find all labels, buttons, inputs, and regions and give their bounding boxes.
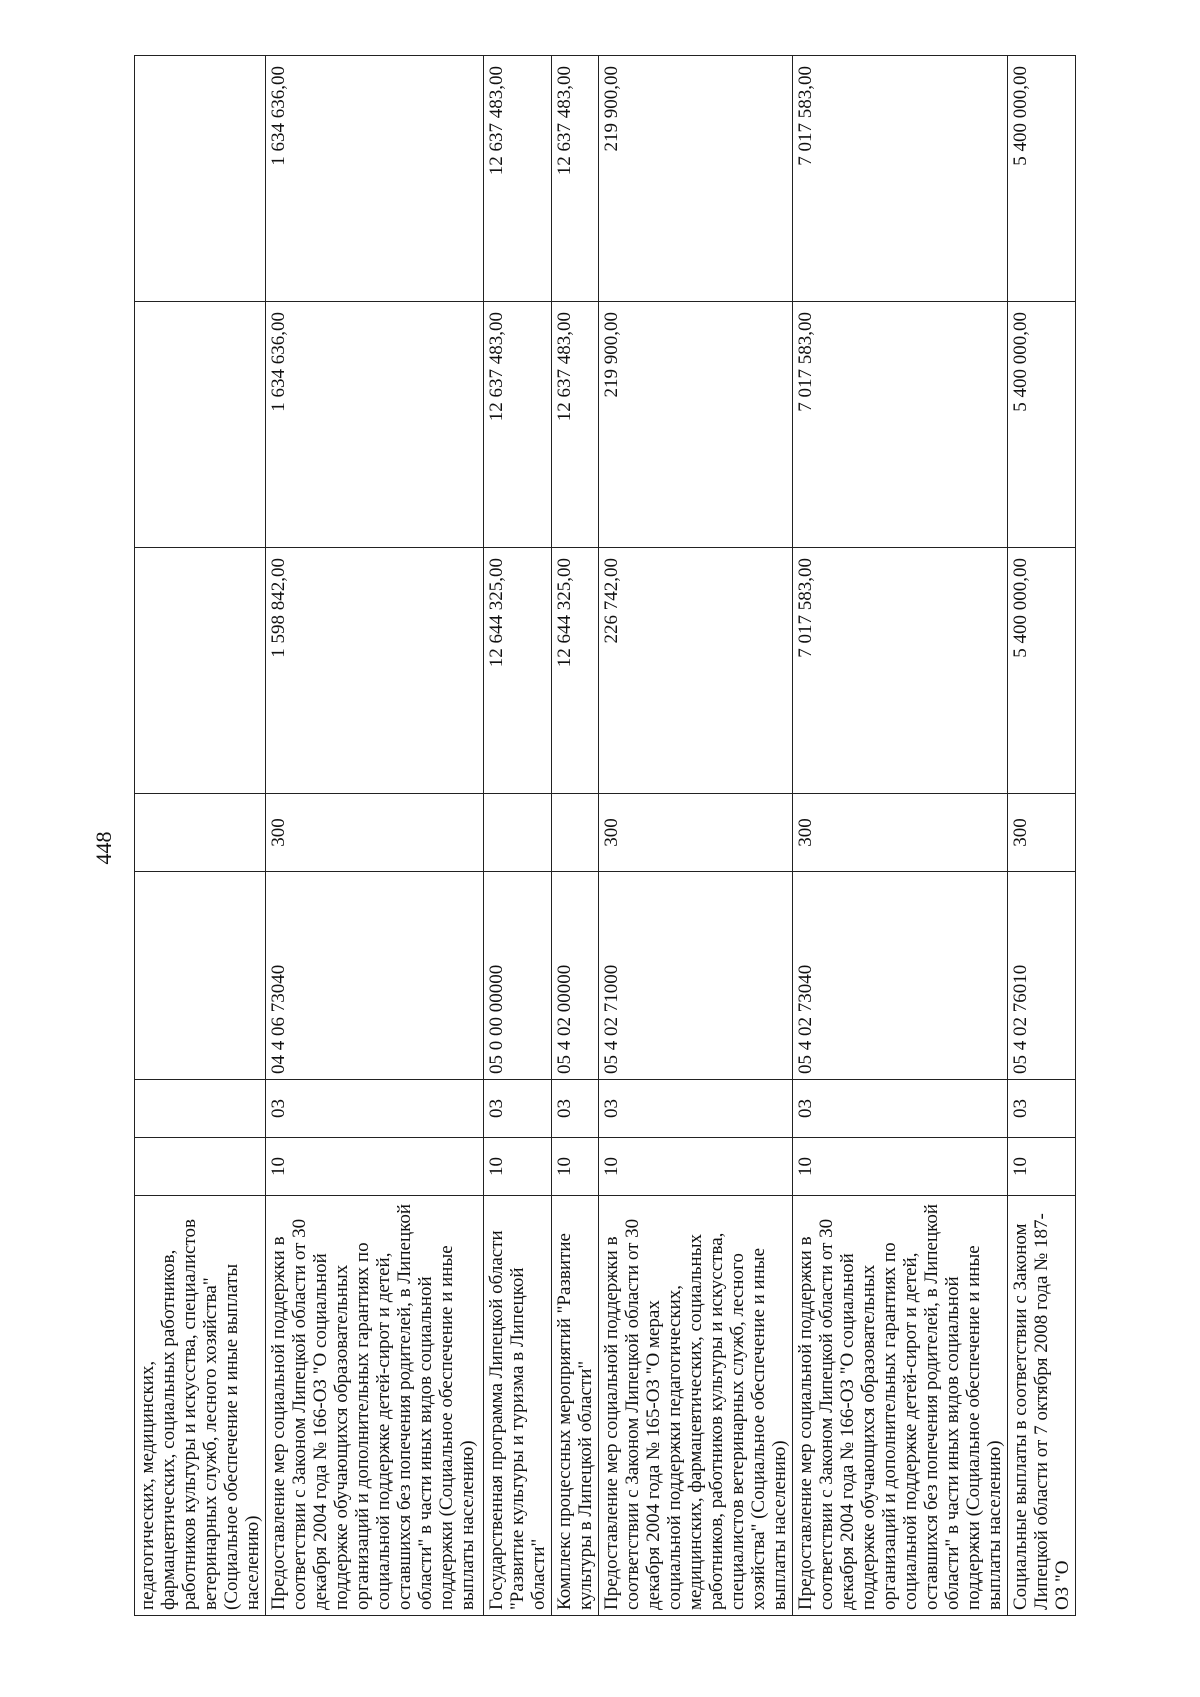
expense-type-code (552, 794, 599, 872)
subsection-code: 03 (599, 1080, 793, 1138)
amount-year-1: 7 017 583,00 (793, 548, 1008, 794)
rotated-page-content (134, 56, 1084, 1616)
row-description: Комплекс процессных мероприятий "Развитие культуры в Липецкой области" (552, 1196, 599, 1616)
expense-type-code: 300 (1008, 794, 1076, 872)
row-description: Социальные выплаты в соответствии с Законом Липецкой области от 7 октября 2008 года № 187-ОЗ "О (1008, 1196, 1076, 1616)
target-article-code: 05 4 02 73040 (793, 872, 1008, 1080)
subsection-code: 03 (793, 1080, 1008, 1138)
expense-type-code: 300 (599, 794, 793, 872)
row-description: Предоставление мер социальной поддержки в соответствии с Законом Липецкой области от 30 декабря 2004 года № 165-ОЗ "О мерах социальной поддержки педагогических, медицинских, фармацевтических, социальных работников, работников культуры и искусства, специалистов ветеринарных служб, лесного хозяйства" (Социальное обеспечение и иные выплаты населению) (599, 1196, 793, 1616)
page-number: 448 (91, 831, 116, 865)
amount-year-2: 5 400 000,00 (1008, 302, 1076, 548)
target-article-code: 05 4 02 00000 (552, 872, 599, 1080)
row-description: Государственная программа Липецкой области "Развитие культуры и туризма в Липецкой области" (484, 1196, 552, 1616)
amount-year-1: 226 742,00 (599, 548, 793, 794)
target-article-code: 05 4 02 76010 (1008, 872, 1076, 1080)
amount-year-3: 12 637 483,00 (552, 56, 599, 302)
target-article-code: 04 4 06 73040 (266, 872, 484, 1080)
section-code (135, 1138, 266, 1196)
expense-type-code: 300 (266, 794, 484, 872)
table-row (599, 56, 793, 1616)
table-row (1008, 56, 1076, 1616)
amount-year-3: 12 637 483,00 (484, 56, 552, 302)
table-row (135, 56, 266, 1616)
target-article-code: 05 0 00 00000 (484, 872, 552, 1080)
expense-type-code (484, 794, 552, 872)
amount-year-2: 219 900,00 (599, 302, 793, 548)
amount-year-2: 12 637 483,00 (484, 302, 552, 548)
amount-year-2: 7 017 583,00 (793, 302, 1008, 548)
amount-year-1: 12 644 325,00 (552, 548, 599, 794)
budget-table (134, 55, 1076, 1616)
budget-table-container (134, 56, 1084, 1616)
expense-type-code: 300 (793, 794, 1008, 872)
section-code: 10 (793, 1138, 1008, 1196)
amount-year-1: 5 400 000,00 (1008, 548, 1076, 794)
section-code: 10 (1008, 1138, 1076, 1196)
subsection-code: 03 (484, 1080, 552, 1138)
amount-year-3 (135, 56, 266, 302)
amount-year-1: 12 644 325,00 (484, 548, 552, 794)
table-row (793, 56, 1008, 1616)
section-code: 10 (484, 1138, 552, 1196)
amount-year-2 (135, 302, 266, 548)
section-code: 10 (552, 1138, 599, 1196)
row-description: Предоставление мер социальной поддержки в соответствии с Законом Липецкой области от 30 декабря 2004 года № 166-ОЗ "О социальной поддержке обучающихся образовательных организаций и дополнительных гарантиях по социальной поддержке детей-сирот и детей, оставшихся без попечения родителей, в Липецкой области" в части иных видов социальной поддержки (Социальное обеспечение и иные выплаты населению) (793, 1196, 1008, 1616)
amount-year-3: 7 017 583,00 (793, 56, 1008, 302)
section-code: 10 (266, 1138, 484, 1196)
amount-year-3: 219 900,00 (599, 56, 793, 302)
row-description: Предоставление мер социальной поддержки в соответствии с Законом Липецкой области от 30 декабря 2004 года № 166-ОЗ "О социальной поддержке обучающихся образовательных организаций и дополнительных гарантиях по социальной поддержке детей-сирот и детей, оставшихся без попечения родителей, в Липецкой области" в части иных видов социальной поддержки (Социальное обеспечение и иные выплаты населению) (266, 1196, 484, 1616)
row-description: педагогических, медицинских, фармацевтических, социальных работников, работников культуры и искусства, специалистов ветеринарных служб, лесного хозяйства" (Социальное обеспечение и иные выплаты населению) (135, 1196, 266, 1616)
subsection-code: 03 (552, 1080, 599, 1138)
subsection-code (135, 1080, 266, 1138)
target-article-code: 05 4 02 71000 (599, 872, 793, 1080)
amount-year-3: 5 400 000,00 (1008, 56, 1076, 302)
section-code: 10 (599, 1138, 793, 1196)
target-article-code (135, 872, 266, 1080)
subsection-code: 03 (266, 1080, 484, 1138)
amount-year-2: 12 637 483,00 (552, 302, 599, 548)
table-row (552, 56, 599, 1616)
table-row (266, 56, 484, 1616)
expense-type-code (135, 794, 266, 872)
amount-year-3: 1 634 636,00 (266, 56, 484, 302)
subsection-code: 03 (1008, 1080, 1076, 1138)
amount-year-2: 1 634 636,00 (266, 302, 484, 548)
table-row (484, 56, 552, 1616)
amount-year-1: 1 598 842,00 (266, 548, 484, 794)
amount-year-1 (135, 548, 266, 794)
